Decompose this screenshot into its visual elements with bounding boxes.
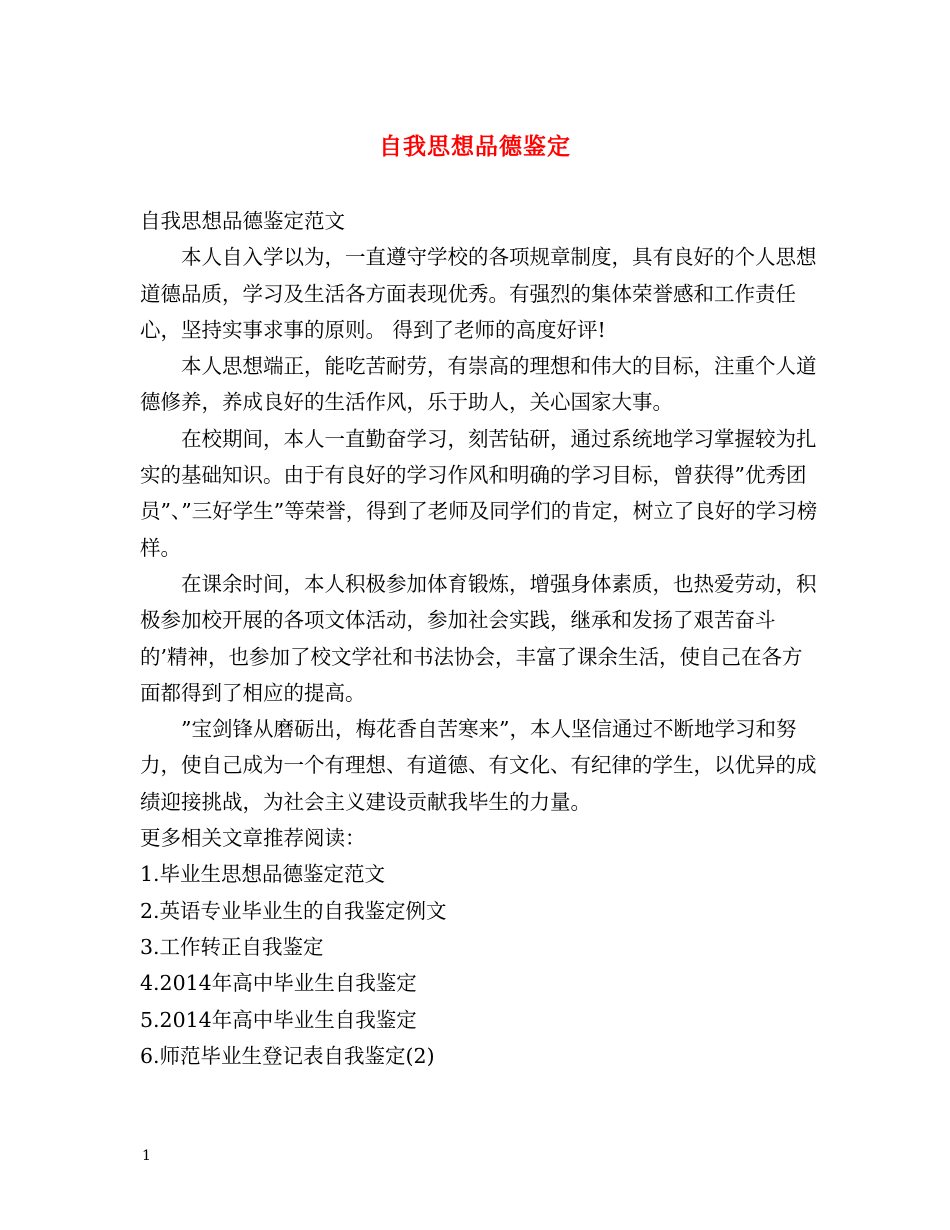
paragraph-1: 本人自入学以为，一直遵守学校的各项规章制度，具有良好的个人思想道德品质，学习及生活各方面表现优秀。有强烈的集体荣誉感和工作责任心，坚持实事求事的原则。 得到了老师的高度好评! bbox=[140, 245, 817, 342]
document-body bbox=[140, 203, 820, 1074]
paragraph-5: ”宝剑锋从磨砺出，梅花香自苦寒来”，本人坚信通过不断地学习和努力，使自己成为一个有理想、有道德、有文化、有纪律的学生，以优异的成绩迎接挑战，为社会主义建设贡献我毕生的力量。 bbox=[140, 717, 817, 814]
related-link-5[interactable]: 5.2014年高中毕业生自我鉴定 bbox=[140, 1007, 417, 1032]
paragraph-3: 在校期间，本人一直勤奋学习，刻苦钻研，通过系统地学习掌握较为扎实的基础知识。由于有良好的学习作风和明确的学习目标，曾获得”优秀团员”、”三好学生”等荣誉，得到了老师及同学们的肯定，树立了良好的学习榜样。 bbox=[140, 426, 818, 560]
related-link-1[interactable]: 1.毕业生思想品德鉴定范文 bbox=[140, 862, 386, 887]
paragraph-2: 本人思想端正，能吃苦耐劳，有崇高的理想和伟大的目标，注重个人道德修养，养成良好的生活作风，乐于助人，关心国家大事。 bbox=[140, 354, 817, 415]
document-title: 自我思想品德鉴定 bbox=[379, 133, 571, 160]
related-link-6[interactable]: 6.师范毕业生登记表自我鉴定(2) bbox=[140, 1043, 435, 1068]
related-link-4[interactable]: 4.2014年高中毕业生自我鉴定 bbox=[140, 971, 417, 996]
related-link-2[interactable]: 2.英语专业毕业生的自我鉴定例文 bbox=[140, 898, 447, 923]
page-number: 1 bbox=[142, 1148, 151, 1164]
document-subtitle: 自我思想品德鉴定范文 bbox=[140, 209, 345, 233]
paragraph-4: 在课余时间，本人积极参加体育锻炼，增强身体素质，也热爱劳动，积极参加校开展的各项文体活动，参加社会实践，继承和发扬了艰苦奋斗的’精神，也参加了校文学社和书法协会，丰富了课余生活，使自己在各方面都得到了相应的提高。 bbox=[140, 571, 817, 705]
related-heading: 更多相关文章推荐阅读： bbox=[140, 826, 366, 851]
related-link-3[interactable]: 3.工作转正自我鉴定 bbox=[140, 934, 324, 959]
